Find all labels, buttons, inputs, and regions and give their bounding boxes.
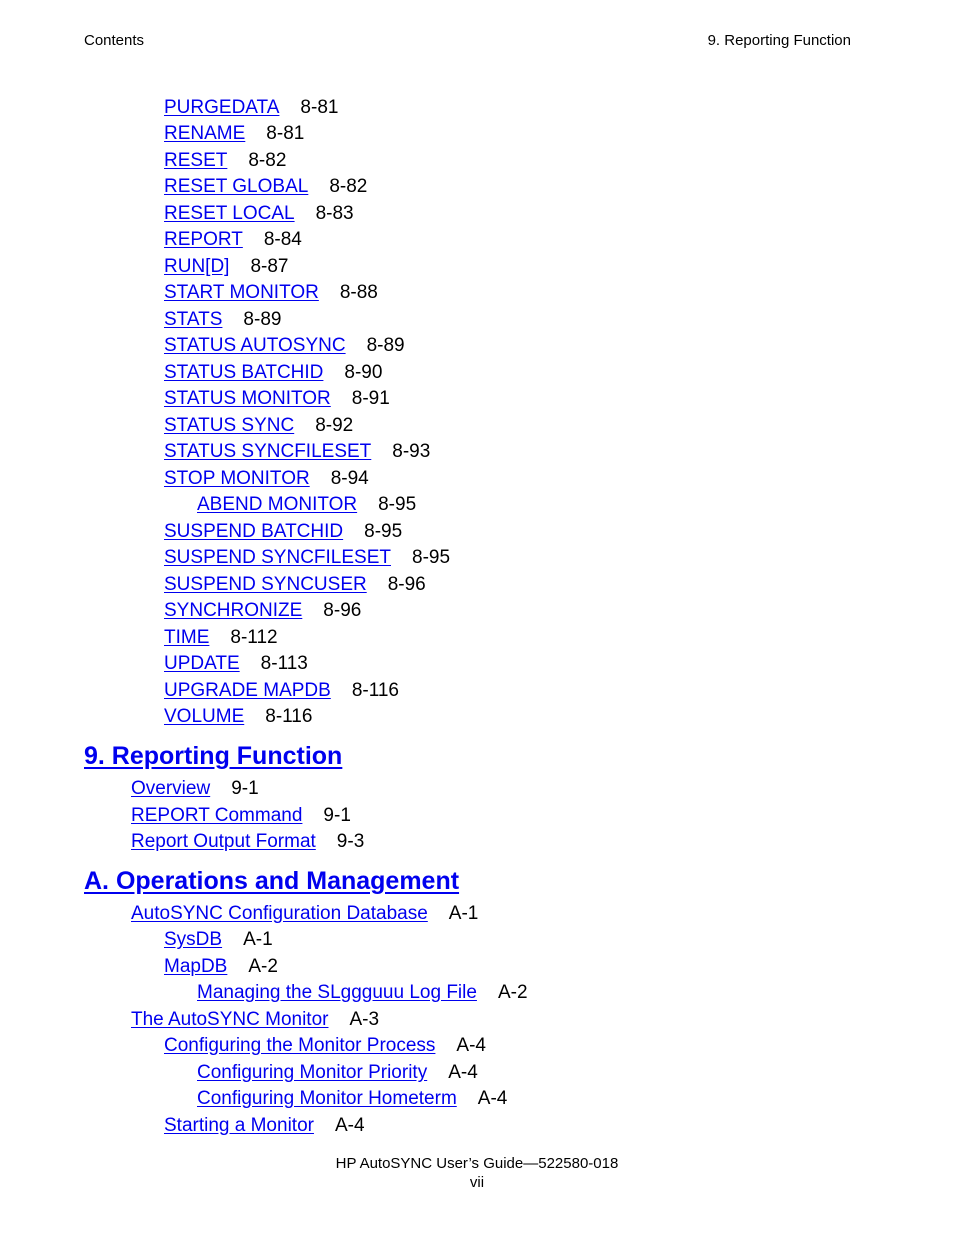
toc-page: 9-1 — [323, 805, 351, 826]
toc-link[interactable]: STATUS SYNC — [164, 415, 295, 436]
toc-entry — [131, 778, 259, 800]
toc-link[interactable]: UPGRADE MAPDB — [164, 680, 331, 701]
toc-link[interactable]: STATUS SYNCFILESET — [164, 441, 372, 462]
toc-link[interactable]: SUSPEND BATCHID — [164, 521, 344, 542]
toc-page: A-1 — [243, 929, 273, 950]
toc-entry — [164, 362, 382, 384]
toc-entry — [164, 547, 450, 569]
toc-page: A-4 — [334, 1115, 365, 1136]
toc-entry — [164, 468, 369, 490]
toc-page: 8-116 — [265, 706, 313, 727]
toc-entry — [164, 229, 302, 251]
toc-page: 8-95 — [378, 494, 417, 515]
toc-page: A-2 — [248, 956, 278, 977]
toc-link[interactable]: Configuring Monitor Hometerm — [197, 1088, 457, 1109]
toc-page: 8-94 — [330, 468, 369, 489]
toc-link[interactable]: Overview — [131, 778, 211, 799]
toc-link[interactable]: PURGEDATA — [164, 97, 280, 118]
toc-link[interactable]: STATUS AUTOSYNC — [164, 335, 346, 356]
toc-link[interactable]: The AutoSYNC Monitor — [131, 1009, 329, 1030]
toc-link[interactable]: STOP MONITOR — [164, 468, 310, 489]
toc-link[interactable]: Managing the SLggguuu Log File — [197, 982, 477, 1003]
toc-entry — [164, 203, 354, 225]
toc-link[interactable]: SYNCHRONIZE — [164, 600, 303, 621]
toc-entry — [164, 282, 378, 304]
running-header-right: 9. Reporting Function — [707, 32, 851, 49]
toc-entry — [164, 415, 353, 437]
toc-entry — [164, 521, 402, 543]
toc-page: 8-92 — [315, 415, 354, 436]
toc-page: A-4 — [456, 1035, 486, 1056]
toc-entry — [131, 805, 351, 827]
toc-page: 8-81 — [266, 123, 305, 144]
toc-page: A-3 — [349, 1009, 380, 1030]
toc-link[interactable]: RESET GLOBAL — [164, 176, 309, 197]
toc-page: 8-95 — [364, 521, 403, 542]
toc-link[interactable]: STATUS MONITOR — [164, 388, 331, 409]
toc-entry — [164, 1035, 486, 1057]
toc-page: 8-82 — [248, 150, 287, 171]
toc-entry — [164, 256, 288, 278]
toc-entry — [164, 956, 278, 978]
toc-link[interactable]: RESET LOCAL — [164, 203, 295, 224]
toc-page: 8-96 — [387, 574, 426, 595]
toc-page: 8-90 — [344, 362, 383, 383]
toc-page: 8-93 — [392, 441, 431, 462]
toc-link[interactable]: TIME — [164, 627, 210, 648]
toc-entry — [197, 982, 528, 1004]
toc-page: 8-81 — [300, 97, 339, 118]
toc-link[interactable]: SUSPEND SYNCUSER — [164, 574, 367, 595]
toc-page: 8-83 — [315, 203, 354, 224]
chapter-link[interactable]: 9. Reporting Function — [84, 742, 343, 770]
toc-link[interactable]: START MONITOR — [164, 282, 319, 303]
toc-entry — [164, 150, 286, 172]
toc-link[interactable]: UPDATE — [164, 653, 240, 674]
toc-entry — [164, 441, 430, 463]
footer-page-number: vii — [469, 1174, 485, 1191]
chapter-heading — [84, 741, 342, 771]
toc-page: 8-82 — [329, 176, 368, 197]
toc-link[interactable]: REPORT Command — [131, 805, 303, 826]
toc-entry — [131, 831, 364, 853]
toc-page: 8-113 — [260, 653, 308, 674]
toc-entry — [164, 309, 281, 331]
toc-link[interactable]: SysDB — [164, 929, 223, 950]
toc-entry — [164, 388, 390, 410]
toc-page: A-4 — [448, 1062, 478, 1083]
footer-guide-title: HP AutoSYNC User’s Guide—522580-018 — [335, 1155, 619, 1172]
toc-link[interactable]: AutoSYNC Configuration Database — [131, 903, 428, 924]
toc-entry — [164, 176, 367, 198]
toc-entry — [197, 1088, 507, 1110]
toc-entry — [197, 1062, 478, 1084]
toc-page: 8-87 — [250, 256, 289, 277]
toc-entry — [164, 929, 273, 951]
toc-page: 9-1 — [231, 778, 259, 799]
toc-link[interactable]: ABEND MONITOR — [197, 494, 358, 515]
toc-page: 8-91 — [351, 388, 390, 409]
toc-link[interactable]: STATUS BATCHID — [164, 362, 324, 383]
toc-entry — [164, 653, 308, 675]
toc-link[interactable]: RENAME — [164, 123, 246, 144]
toc-link[interactable]: Configuring the Monitor Process — [164, 1035, 436, 1056]
toc-link[interactable]: Starting a Monitor — [164, 1115, 314, 1136]
toc-entry — [164, 706, 312, 728]
toc-page: 8-88 — [339, 282, 378, 303]
toc-entry — [197, 494, 416, 516]
toc-page: 8-96 — [323, 600, 362, 621]
chapter-heading — [84, 866, 459, 896]
toc-page: 8-95 — [412, 547, 451, 568]
toc-entry — [164, 600, 361, 622]
toc-entry — [131, 1009, 379, 1031]
toc-page: 8-116 — [351, 680, 399, 701]
toc-entry — [164, 335, 405, 357]
toc-entry — [164, 680, 399, 702]
toc-page: 8-84 — [263, 229, 302, 250]
toc-link[interactable]: Configuring Monitor Priority — [197, 1062, 428, 1083]
toc-page: 8-112 — [230, 627, 278, 648]
toc-link[interactable]: RUN[D] — [164, 256, 230, 277]
running-header-left: Contents — [84, 32, 145, 49]
toc-page: A-4 — [477, 1088, 508, 1109]
toc-entry — [164, 97, 338, 119]
toc-entry — [164, 627, 278, 649]
chapter-link[interactable]: A. Operations and Management — [84, 867, 460, 895]
toc-page: 9-3 — [336, 831, 365, 852]
toc-link[interactable]: STATS — [164, 309, 223, 330]
toc-page: A-1 — [448, 903, 479, 924]
toc-page: A-2 — [497, 982, 528, 1003]
toc-link[interactable]: VOLUME — [164, 706, 245, 727]
toc-entry — [164, 1115, 365, 1137]
toc-page: 8-89 — [366, 335, 405, 356]
toc-link[interactable]: MapDB — [164, 956, 228, 977]
toc-link[interactable]: SUSPEND SYNCFILESET — [164, 547, 391, 568]
toc-entry — [131, 903, 478, 925]
toc-link[interactable]: RESET — [164, 150, 228, 171]
toc-link[interactable]: REPORT — [164, 229, 243, 250]
toc-entry — [164, 123, 304, 145]
toc-link[interactable]: Report Output Format — [131, 831, 316, 852]
toc-page: 8-89 — [243, 309, 282, 330]
toc-entry — [164, 574, 426, 596]
